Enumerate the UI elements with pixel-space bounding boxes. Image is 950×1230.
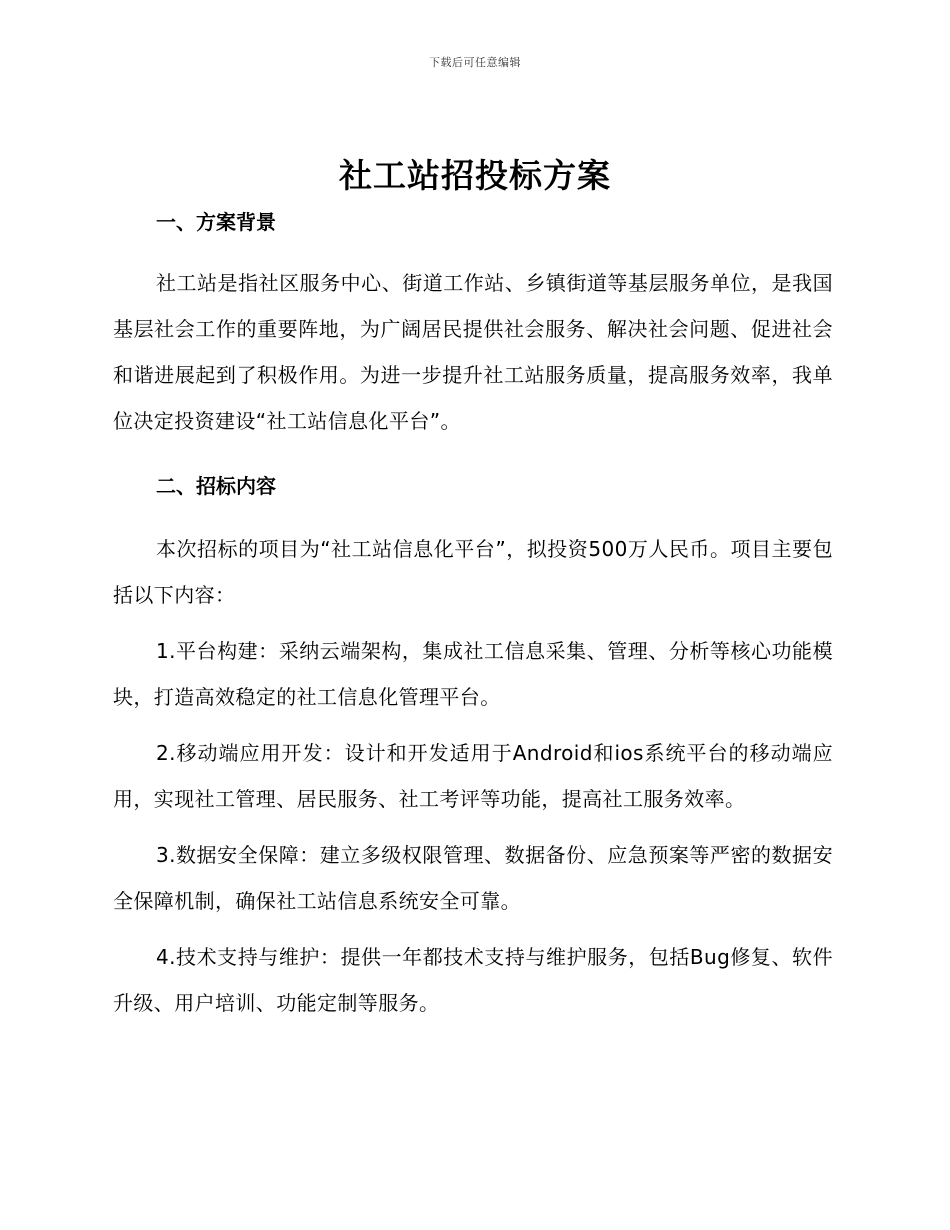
background-paragraph: 社工站是指社区服务中心、街道工作站、乡镇街道等基层服务单位，是我国基层社会工作的重要阵地，为广阔居民提供社会服务、解决社会问题、促进社会和谐进展起到了积极作用。为进一步提升社工站服务质量，提高服务效率，我单位决定投资建设“社工站信息化平台”。 <box>113 271 833 433</box>
document-title: 社工站招投标方案 <box>339 156 611 195</box>
section-heading-tender-content: 二、招标内容 <box>156 474 276 498</box>
section-heading-background: 一、方案背景 <box>156 210 276 234</box>
tender-item-platform: 1.平台构建：采纳云端架构，集成社工信息采集、管理、分析等核心功能模块，打造高效稳定的社工信息化管理平台。 <box>113 639 833 709</box>
header-note: 下载后可任意编辑 <box>429 56 521 69</box>
tender-intro-paragraph: 本次招标的项目为“社工站信息化平台”，拟投资500万人民币。项目主要包括以下内容： <box>113 537 833 607</box>
tender-item-security: 3.数据安全保障：建立多级权限管理、数据备份、应急预案等严密的数据安全保障机制，确保社工站信息系统安全可靠。 <box>113 843 833 913</box>
document-body <box>113 206 833 1026</box>
tender-item-mobile: 2.移动端应用开发：设计和开发适用于Android和ios系统平台的移动端应用，实现社工管理、居民服务、社工考评等功能，提高社工服务效率。 <box>113 741 833 811</box>
tender-item-support: 4.技术支持与维护：提供一年都技术支持与维护服务，包括Bug修复、软件升级、用户培训、功能定制等服务。 <box>113 945 833 1015</box>
